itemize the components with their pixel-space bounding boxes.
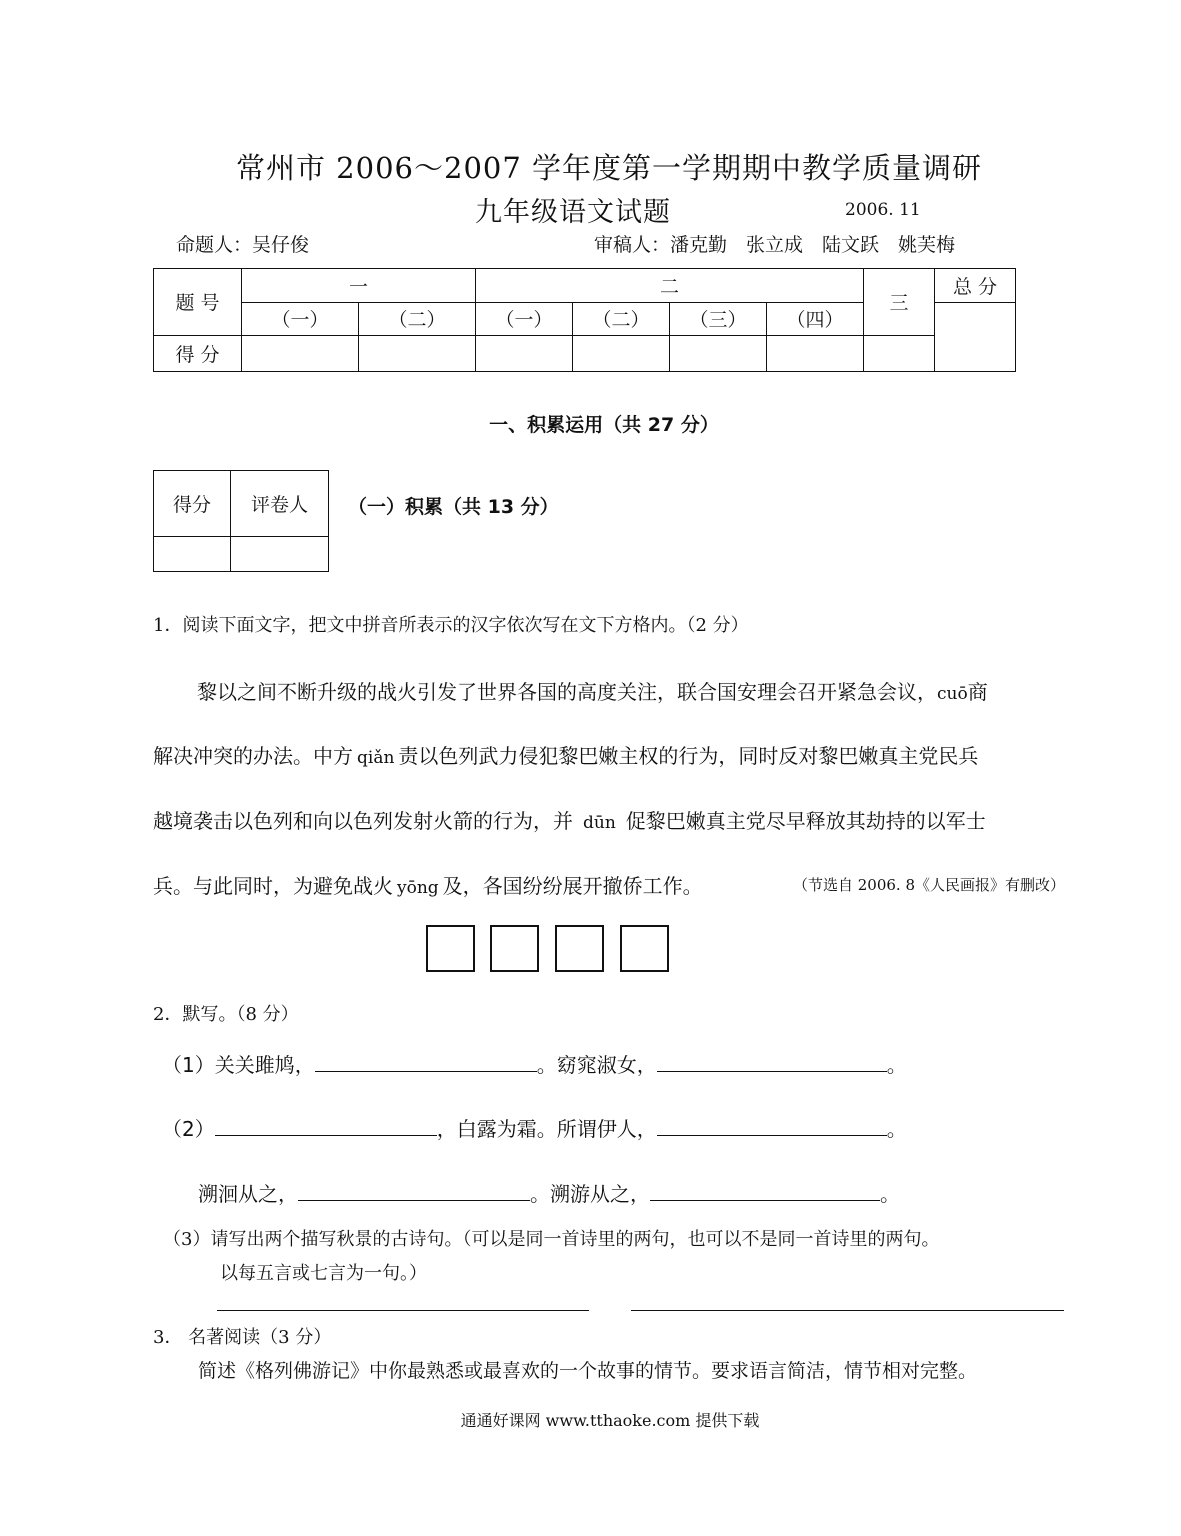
score-table bbox=[153, 268, 1016, 372]
answer-box-4[interactable] bbox=[620, 925, 669, 972]
q2-text: 。溯游从之， bbox=[530, 1182, 650, 1206]
q1-text: 商 bbox=[967, 680, 988, 704]
q2-line-1 bbox=[162, 1049, 1062, 1078]
total-header: 总 分 bbox=[935, 269, 1016, 303]
score-cell bbox=[476, 335, 573, 371]
p1-sub-1: （一） bbox=[242, 303, 359, 335]
exam-subtitle: 九年级语文试题 bbox=[475, 197, 671, 228]
answer-box-3[interactable] bbox=[555, 925, 604, 972]
fill-blank[interactable] bbox=[315, 1051, 537, 1072]
fill-blank[interactable] bbox=[657, 1115, 887, 1136]
reviewers: 审稿人：潘克勤 张立成 陆文跃 姚芙梅 bbox=[594, 234, 956, 256]
q3-prompt: 3． 名著阅读（3 分） bbox=[153, 1327, 332, 1348]
q2-text: 。 bbox=[880, 1182, 900, 1206]
q2-line-3 bbox=[198, 1178, 1068, 1207]
q2-line-2 bbox=[162, 1113, 1062, 1142]
q2-prompt: 2．默写。（8 分） bbox=[153, 1004, 299, 1025]
q1-paragraph-line-3 bbox=[153, 805, 1065, 834]
fill-blank[interactable] bbox=[650, 1180, 880, 1201]
q1-text: 兵。与此同时，为避免战火 bbox=[153, 874, 393, 898]
fill-blank[interactable] bbox=[298, 1180, 530, 1201]
p2-sub-2: （二） bbox=[573, 303, 670, 335]
score-cell bbox=[864, 335, 935, 371]
q1-prompt: 1．阅读下面文字，把文中拼音所表示的汉字依次写在文下方格内。（2 分） bbox=[153, 615, 749, 636]
q2-text: 。 bbox=[886, 1117, 907, 1141]
q1-paragraph-line-4 bbox=[153, 870, 1065, 899]
q2-text: 。窈窕淑女， bbox=[536, 1053, 657, 1077]
score-cell bbox=[359, 335, 476, 371]
part-two-header: 二 bbox=[476, 269, 864, 303]
grader-table bbox=[153, 470, 329, 572]
grader-score-cell bbox=[154, 537, 231, 572]
pinyin: cuō bbox=[937, 684, 968, 704]
subsection-heading: （一）积累（共 13 分） bbox=[348, 496, 559, 518]
answer-box-2[interactable] bbox=[490, 925, 539, 972]
q3-text: 简述《格列佛游记》中你最熟悉或最喜欢的一个故事的情节。要求语言简洁，情节相对完整。 bbox=[198, 1360, 978, 1382]
q2-part3-note: 以每五言或七言为一句。） bbox=[220, 1263, 427, 1284]
p1-sub-2: （二） bbox=[359, 303, 476, 335]
answer-box-1[interactable] bbox=[426, 925, 475, 972]
part-one-header: 一 bbox=[242, 269, 476, 303]
q1-text: 及，各国纷纷展开撤侨工作。 bbox=[442, 874, 703, 898]
row-label-number: 题 号 bbox=[154, 269, 242, 336]
q2-text: 。 bbox=[886, 1053, 907, 1077]
score-cell bbox=[670, 335, 767, 371]
q2-text: （1）关关雎鸠， bbox=[162, 1053, 315, 1077]
fill-blank[interactable] bbox=[215, 1115, 437, 1136]
q2-part3-prompt: （3）请写出两个描写秋景的古诗句。（可以是同一首诗里的两句，也可以不是同一首诗里的两句。 bbox=[163, 1229, 940, 1250]
q1-paragraph-line-1 bbox=[153, 676, 1065, 705]
source-note: （节选自 2006. 8《人民画报》有删改） bbox=[792, 876, 1065, 894]
pinyin: qiǎn bbox=[357, 748, 395, 768]
q1-text: 解决冲突的办法。中方 bbox=[153, 744, 353, 768]
footer-credit: 通通好课网 www.tthaoke.com 提供下载 bbox=[460, 1411, 760, 1430]
total-score-cell bbox=[935, 303, 1016, 372]
p2-sub-3: （三） bbox=[670, 303, 767, 335]
q1-text: 责以色列武力侵犯黎巴嫩主权的行为，同时反对黎巴嫩真主党民兵 bbox=[398, 744, 979, 768]
q2-text: （2） bbox=[162, 1117, 215, 1141]
grader-score-label: 得分 bbox=[154, 471, 231, 537]
q1-text: 黎以之间不断升级的战火引发了世界各国的高度关注，联合国安理会召开紧急会议， bbox=[197, 680, 937, 704]
part-three-header: 三 bbox=[864, 269, 935, 336]
author: 命题人：吴仔俊 bbox=[176, 234, 310, 256]
p2-sub-4: （四） bbox=[767, 303, 864, 335]
pinyin: yōng bbox=[397, 878, 439, 898]
score-cell bbox=[767, 335, 864, 371]
q1-text: 越境袭击以色列和向以色列发射火箭的行为，并 bbox=[153, 809, 573, 833]
pinyin: dūn bbox=[583, 813, 616, 833]
exam-date: 2006. 11 bbox=[845, 200, 921, 220]
q2-text: 溯洄从之， bbox=[198, 1182, 298, 1206]
answer-line-2[interactable] bbox=[631, 1310, 1064, 1311]
grader-person-cell bbox=[231, 537, 329, 572]
q2-text: ，白露为霜。所谓伊人， bbox=[436, 1117, 657, 1141]
section-heading: 一、积累运用（共 27 分） bbox=[489, 414, 719, 436]
answer-line-1[interactable] bbox=[217, 1310, 589, 1311]
score-cell bbox=[573, 335, 670, 371]
q1-paragraph-line-2 bbox=[153, 740, 1065, 769]
score-cell bbox=[242, 335, 359, 371]
exam-title: 常州市 2006～2007 学年度第一学期期中教学质量调研 bbox=[235, 151, 983, 185]
q1-text: 促黎巴嫩真主党尽早释放其劫持的以军士 bbox=[625, 809, 986, 833]
p2-sub-1: （一） bbox=[476, 303, 573, 335]
row-label-score: 得 分 bbox=[154, 335, 242, 371]
fill-blank[interactable] bbox=[657, 1051, 887, 1072]
grader-person-label: 评卷人 bbox=[231, 471, 329, 537]
